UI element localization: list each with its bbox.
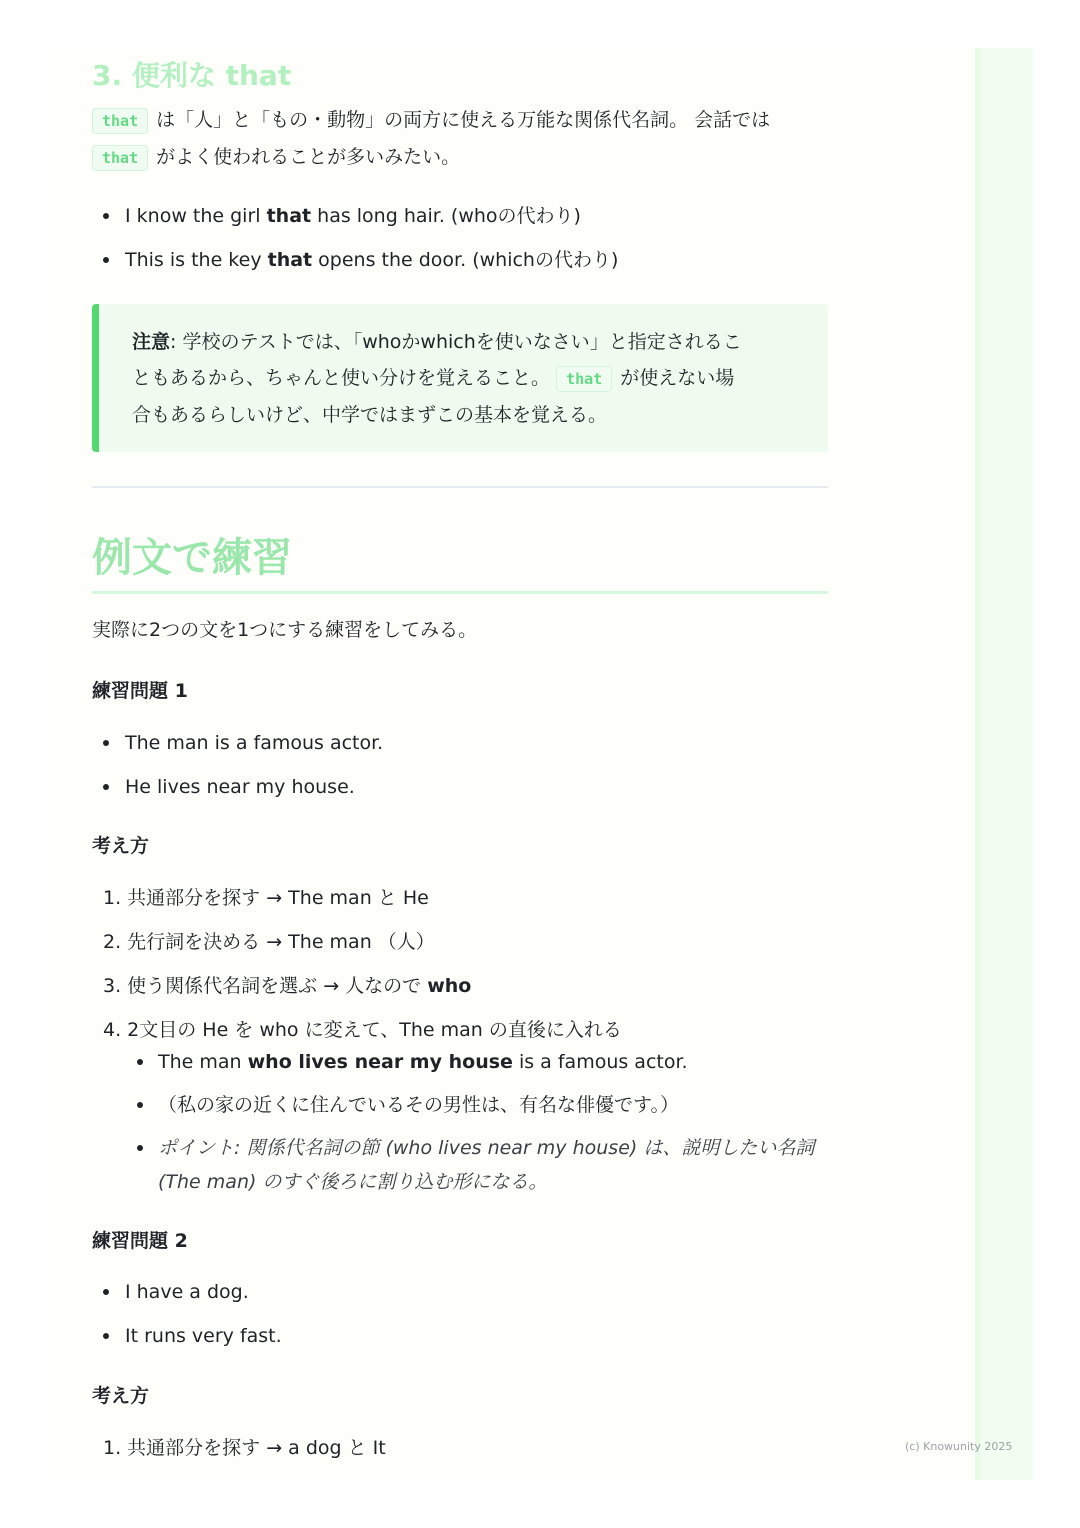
right-margin-rule (975, 48, 980, 1480)
code-that: that (556, 366, 612, 392)
list-item: This is the key that opens the door. (whichの代わり) (92, 238, 828, 282)
right-margin-panel (975, 48, 1033, 1480)
list-item: ポイント: 関係代名詞の節 (who lives near my house) は、説明したい名詞 (The man) のすぐ後ろに割り込む形になる。 (135, 1131, 828, 1199)
code-that: that (92, 108, 148, 134)
exercise-2-steps (92, 1426, 828, 1470)
exercise-2-thinking-title: 考え方 (92, 1385, 150, 1407)
list-item: The man who lives near my house is a famous actor. (135, 1045, 828, 1079)
that-examples-list (92, 194, 828, 282)
that-intro-paragraph (92, 102, 828, 176)
intro-line-2: がよく使われることが多いみたい。 (156, 146, 461, 168)
intro-line-1: は「人」と「もの・動物」の両方に使える万能な関係代名詞。 会話では (156, 109, 771, 131)
list-item: 3. 使う関係代名詞を選ぶ → 人なので who (103, 975, 472, 997)
exercise-1-steps (92, 876, 828, 1052)
practice-heading: 例文で練習 (92, 535, 292, 581)
exercise-1-result-list (135, 1045, 828, 1208)
code-that: that (92, 145, 148, 171)
list-item: I have a dog. (92, 1270, 828, 1314)
list-item: 4. 2文目の He を who に変えて、The man の直後に入れる (103, 1019, 622, 1041)
caution-callout (92, 304, 828, 452)
list-item: The man is a famous actor. (92, 721, 828, 765)
caution-text: 注意: 学校のテストでは、「whoかwhichを使いなさい」と指定されるこ ともあるから、ちゃんと使い分けを覚えること。 that が使えない場 合もあるらしいけど、中学ではまずこの基本を覚える。 (132, 331, 742, 426)
divider (92, 486, 828, 488)
heading-underline (92, 591, 828, 594)
section-heading-that: 3. 便利な that (92, 59, 292, 92)
list-item: 1. 共通部分を探す → a dog と It (103, 1437, 386, 1459)
exercise-2-title: 練習問題 2 (92, 1230, 188, 1252)
list-item: 1. 共通部分を探す → The man と He (103, 887, 429, 909)
list-item: （私の家の近くに住んでいるその男性は、有名な俳優です。） (135, 1088, 828, 1122)
practice-intro: 実際に2つの文を1つにする練習をしてみる。 (92, 619, 478, 641)
caution-label: 注意 (132, 331, 171, 353)
exercise-1-thinking-title: 考え方 (92, 835, 150, 857)
exercise-1-sentences (92, 721, 828, 809)
list-item: 2. 先行詞を決める → The man （人） (103, 931, 435, 953)
list-item: It runs very fast. (92, 1314, 828, 1358)
list-item: He lives near my house. (92, 765, 828, 809)
list-item: I know the girl that has long hair. (whoの代わり) (92, 194, 828, 238)
copyright-footer: (c) Knowunity 2025 (905, 1440, 1013, 1453)
exercise-1-title: 練習問題 1 (92, 680, 188, 702)
exercise-2-sentences (92, 1270, 828, 1358)
